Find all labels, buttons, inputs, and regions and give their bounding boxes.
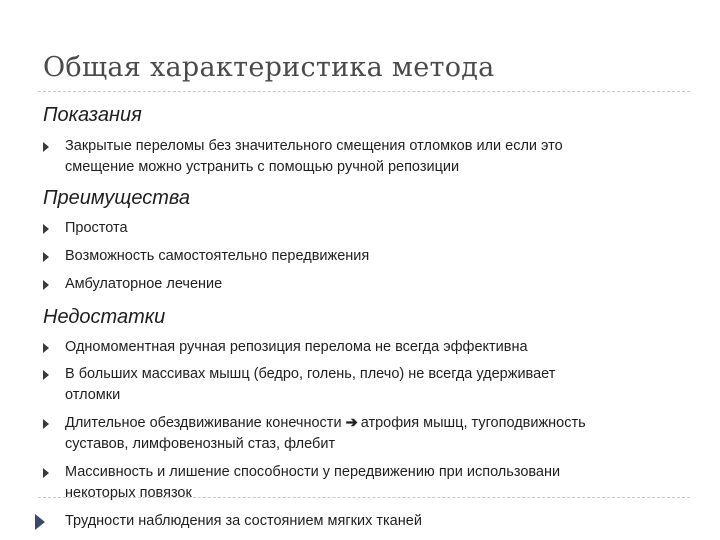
list-item	[43, 136, 693, 178]
triangle-right-icon	[35, 514, 45, 530]
section-heading-advantages: Преимущества	[43, 187, 191, 209]
list-item	[43, 337, 693, 358]
triangle-right-icon	[43, 280, 49, 290]
list-item-text: Простота	[65, 220, 128, 236]
section-heading-indications: Показания	[43, 104, 142, 126]
triangle-right-icon	[43, 343, 49, 353]
list-item	[43, 364, 693, 406]
list-item-text: В больших массивах мышц (бедро, голень, плечо) не всегда удерживает	[65, 366, 556, 382]
list-item-text-part: Длительное обездвиживание конечности	[65, 415, 342, 431]
triangle-right-icon	[43, 370, 49, 380]
list-item	[43, 274, 693, 295]
list-item-text: суставов, лимфовенозный стаз, флебит	[65, 436, 336, 452]
list-item-text: Одномоментная ручная репозиция перелома не всегда эффективна	[65, 339, 528, 355]
triangle-right-icon	[43, 142, 49, 152]
list-item	[43, 511, 693, 532]
list-item-text-part: атрофия мышц, тугоподвижность	[360, 415, 586, 431]
list-item-text: некоторых повязок	[65, 485, 192, 501]
list-item	[43, 413, 693, 455]
triangle-right-icon	[43, 419, 49, 429]
list-item-text: Амбулаторное лечение	[65, 276, 223, 292]
list-item-text: Трудности наблюдения за состоянием мягких тканей	[65, 513, 422, 529]
arrow-right-icon: ➔	[345, 415, 358, 431]
list-item-text	[65, 413, 693, 434]
list-item	[43, 218, 693, 239]
list-item-text: Закрытые переломы без значительного смещения отломков или если это	[65, 138, 563, 154]
list-item-text: отломки	[65, 387, 121, 403]
list-item	[43, 246, 693, 267]
bottom-divider	[38, 497, 690, 498]
list-item-text: Возможность самостоятельно передвижения	[65, 248, 370, 264]
triangle-right-icon	[43, 224, 49, 234]
triangle-right-icon	[43, 468, 49, 478]
title-divider	[38, 91, 690, 92]
list-item-text: смещение можно устранить с помощью ручной репозиции	[65, 159, 460, 175]
list-item-text: Массивность и лишение способности у передвижению при использовани	[65, 464, 561, 480]
triangle-right-icon	[43, 252, 49, 262]
slide-title: Общая характеристика метода	[43, 52, 495, 83]
section-heading-disadvantages: Недостатки	[43, 306, 166, 328]
